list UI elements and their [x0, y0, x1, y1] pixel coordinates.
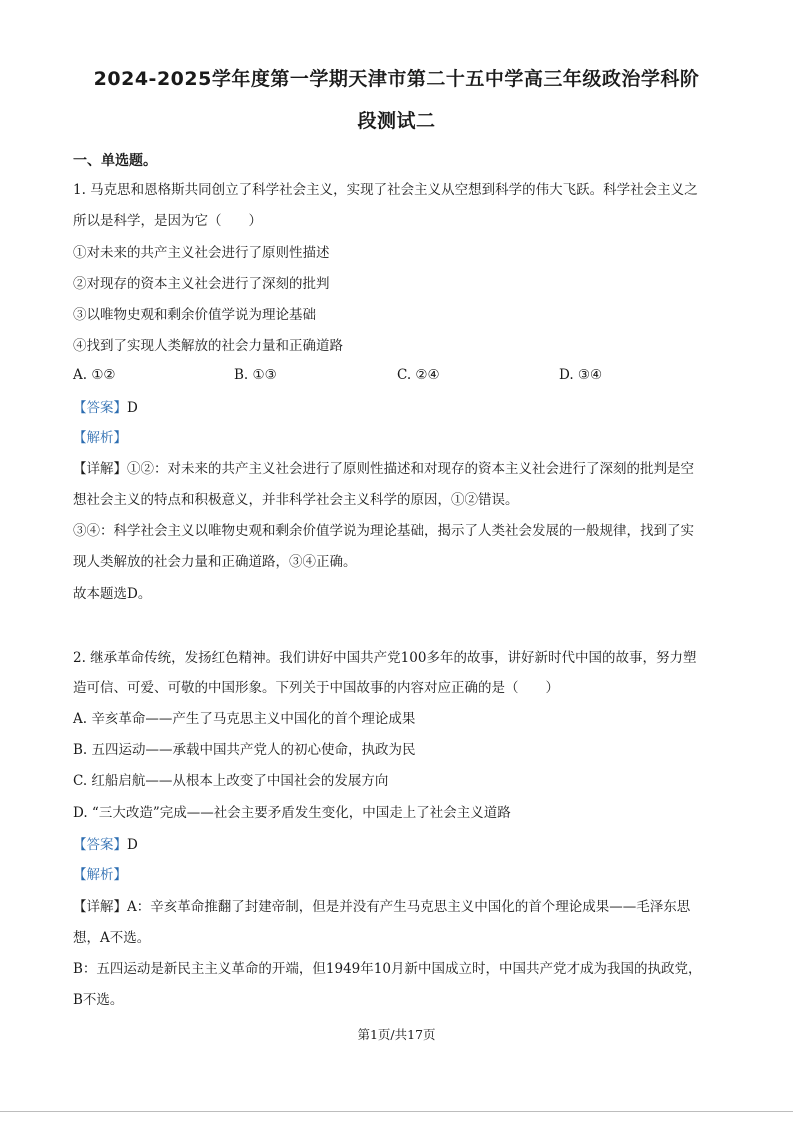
q1-answer-value: D [127, 400, 138, 416]
q2-analysis-tag: 【解析】 [73, 867, 127, 883]
q2-answer-value: D [127, 837, 138, 853]
q1-detail-line4: 现人类解放的社会力量和正确道路，③④正确。 [73, 554, 357, 570]
q1-conclusion: 故本题选D。 [73, 586, 152, 602]
q2-option-c: C. 红船启航——从根本上改变了中国社会的发展方向 [73, 773, 389, 789]
q2-stem-line2: 造可信、可爱、可敬的中国形象。下列关于中国故事的内容对应正确的是（ ） [73, 680, 559, 696]
q1-detail-line2: 想社会主义的特点和积极意义，并非科学社会主义科学的原因，①②错误。 [73, 492, 519, 508]
q1-detail-line1 [73, 459, 723, 479]
q1-stem-line2: 所以是科学，是因为它（ ） [73, 213, 262, 229]
q1-answer-tag: 【答案】 [73, 400, 127, 416]
q2-option-d: D. “三大改造”完成——社会主要矛盾发生变化，中国走上了社会主义道路 [73, 805, 511, 821]
q1-answer-row [73, 398, 723, 418]
q1-item-1: ①对未来的共产主义社会进行了原则性描述 [73, 245, 330, 261]
q1-stem-line1: 1. 马克思和恩格斯共同创立了科学社会主义，实现了社会主义从空想到科学的伟大飞跃。科学社会主义之 [73, 182, 698, 198]
doc-title-line1: 2024-2025学年度第一学期天津市第二十五中学高三年级政治学科阶 [93, 68, 700, 90]
q1-option-a: A. ①② [73, 367, 116, 383]
q2-detail-tag: 【详解】 [73, 899, 127, 915]
doc-title-line2: 段测试二 [357, 110, 436, 132]
q1-detail-tag: 【详解】 [73, 461, 127, 477]
q1-detail-line3: ③④：科学社会主义以唯物史观和剩余价值学说为理论基础，揭示了人类社会发展的一般规律，找到了实 [73, 523, 694, 539]
q2-answer-row [73, 835, 723, 855]
q2-detail-line3: B：五四运动是新民主主义革命的开端，但1949年10月新中国成立时，中国共产党才成为我国的执政党， [73, 961, 702, 977]
q2-detail-text1: A：辛亥革命推翻了封建帝制，但是并没有产生马克思主义中国化的首个理论成果——毛泽东思 [127, 899, 691, 915]
bottom-divider [0, 1111, 793, 1112]
q2-option-b: B. 五四运动——承载中国共产党人的初心使命，执政为民 [73, 742, 416, 758]
q1-detail-text1: ①②：对未来的共产主义社会进行了原则性描述和对现存的资本主义社会进行了深刻的批判是空 [127, 461, 694, 477]
q1-analysis-tag: 【解析】 [73, 430, 127, 446]
q1-item-4: ④找到了实现人类解放的社会力量和正确道路 [73, 338, 343, 354]
q1-item-3: ③以唯物史观和剩余价值学说为理论基础 [73, 307, 316, 323]
q2-answer-tag: 【答案】 [73, 837, 127, 853]
section-heading: 一、单选题。 [73, 153, 157, 169]
q1-option-d: D. ③④ [559, 367, 603, 383]
q2-detail-line4: B不选。 [73, 992, 124, 1008]
q1-option-c: C. ②④ [397, 367, 440, 383]
q1-option-b: B. ①③ [234, 367, 277, 383]
q2-stem-line1: 2. 继承革命传统，发扬红色精神。我们讲好中国共产党100多年的故事，讲好新时代中国的故事，努力塑 [73, 650, 697, 666]
q2-option-a: A. 辛亥革命——产生了马克思主义中国化的首个理论成果 [73, 711, 416, 727]
q2-detail-line2: 想，A不选。 [73, 930, 151, 946]
q2-detail-line1 [73, 897, 723, 917]
q1-item-2: ②对现存的资本主义社会进行了深刻的批判 [73, 276, 330, 292]
page-footer: 第1页/共17页 [357, 1027, 436, 1042]
